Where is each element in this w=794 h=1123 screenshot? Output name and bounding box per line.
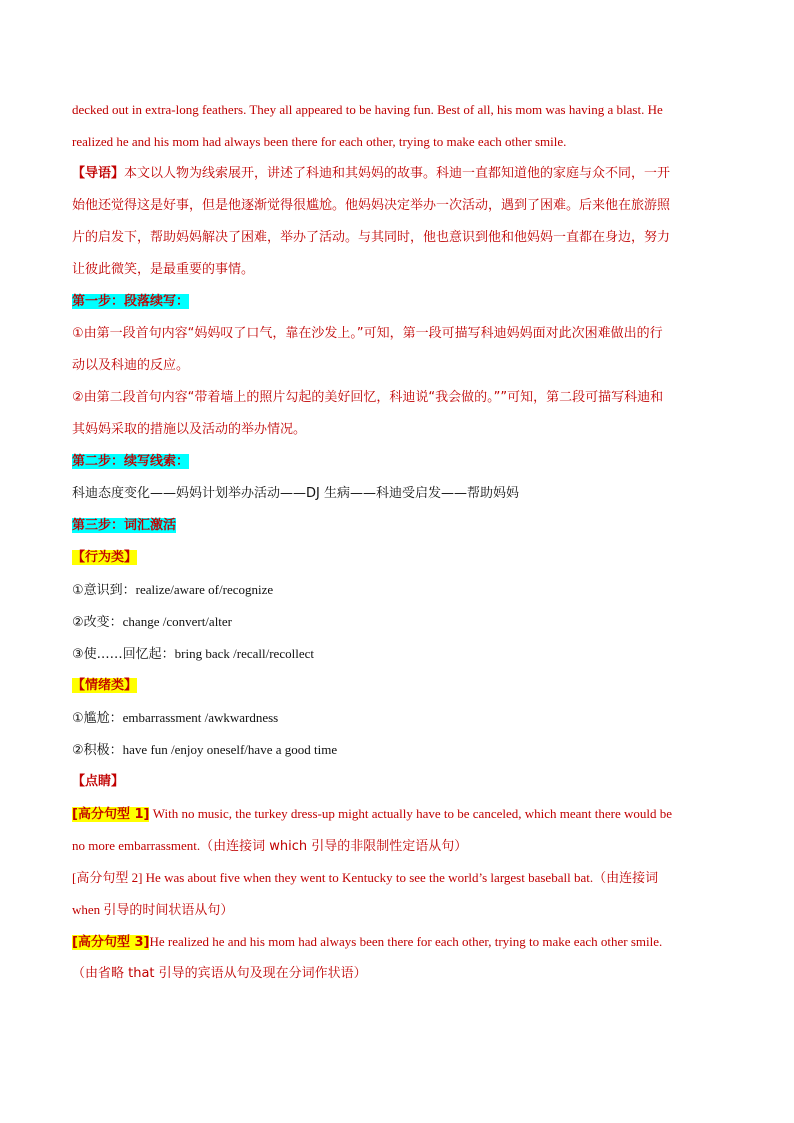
sentence-2-line-1: [高分句型 2] He was about five when they went to Kentucky to see the world’s largest baseball bat.（由连接词 [72,870,659,885]
sentence-1-tag: [高分句型 1] [72,807,150,822]
behavior-label-line [72,548,137,568]
step1-item1-line2: 动以及科迪的反应。 [72,358,190,373]
sentence-1-note: （由连接词 which 引导的非限制性定语从句） [200,839,468,854]
sentence-2-line-2: when 引导的时间状语从句） [72,902,234,917]
guide-line-1 [72,164,670,184]
intro-line-1: decked out in extra-long feathers. They all appeared to be having fun. Best of all, his mom was having a blast. He [72,102,663,117]
step1-title-line [72,292,189,312]
emotion-item-en: have fun /enjoy oneself/have a good time [122,742,338,757]
emotion-item-zh: ①尴尬： [72,711,123,726]
behavior-item-en: bring back /recall/recollect [174,646,314,661]
step2-title: 第二步：续写线索： [72,454,190,469]
step2-title-line [72,452,189,472]
step1-item2-line2: 其妈妈采取的措施以及活动的举办情况。 [72,422,307,437]
behavior-item-3 [72,644,314,665]
behavior-label: 【行为类】 [72,550,138,565]
emotion-item-en: embarrassment /awkwardness [122,710,279,725]
guide-label: 【导语】 [72,166,125,181]
guide-line-2: 始他还觉得这是好事，但是他逐渐觉得很尴尬。他妈妈决定举办一次活动，遇到了困难。后来他在旅游照 [72,198,671,213]
sentence-3-tag: [高分句型 3] [72,935,150,950]
step3-title: 第三步：词汇激活 [72,518,177,533]
guide-line-4: 让彼此微笑，是最重要的事情。 [72,262,255,277]
step1-title: 第一步：段落续写： [72,294,190,309]
step2-content: 科迪态度变化——妈妈计划举办活动——DJ 生病——科迪受启发——帮助妈妈 [72,486,519,501]
step3-title-line [72,516,176,536]
emotion-label: 【情绪类】 [72,678,138,693]
behavior-item-2 [72,612,232,633]
intro-line-2: realized he and his mom had always been there for each other, trying to make each other smile. [72,134,567,149]
sentence-3-text: He realized he and his mom had always been there for each other, trying to make each other smile. [149,934,663,949]
emotion-item-zh: ②积极： [72,743,123,758]
step1-item1-line1: ①由第一段首句内容“妈妈叹了口气，靠在沙发上。”可知，第一段可描写科迪妈妈面对此次困难做出的行 [72,326,663,341]
sentence-1-text-end: no more embarrassment. [72,838,201,853]
sentence-3-line-1 [72,932,662,953]
step1-item2-line1: ②由第二段首句内容“带着墙上的照片勾起的美好回忆，科迪说“我会做的。””可知，第二段可描写科迪和 [72,390,664,405]
sentence-1-line-2 [72,836,467,857]
behavior-item-zh: ②改变： [72,615,123,630]
sentence-1-text: With no music, the turkey dress-up might actually have to be canceled, which meant there would be [149,806,673,821]
highlights-label: 【点睛】 [72,774,125,789]
emotion-item-1 [72,708,278,729]
emotion-item-2 [72,740,337,761]
behavior-item-1 [72,580,273,601]
behavior-item-zh: ③使……回忆起： [72,647,175,662]
guide-line-3: 片的启发下，帮助妈妈解决了困难，举办了活动。与其同时，他也意识到他和他妈妈一直都在身边，努力 [72,230,671,245]
behavior-item-en: realize/aware of/recognize [135,582,274,597]
emotion-label-line [72,676,137,696]
behavior-item-zh: ①意识到： [72,583,136,598]
sentence-3-line-2: （由省略 that 引导的宾语从句及现在分词作状语） [72,966,367,981]
sentence-1-line-1 [72,804,672,825]
behavior-item-en: change /convert/alter [122,614,233,629]
guide-text-1: 本文以人物为线索展开，讲述了科迪和其妈妈的故事。科迪一直都知道他的家庭与众不同，一开 [124,166,671,181]
